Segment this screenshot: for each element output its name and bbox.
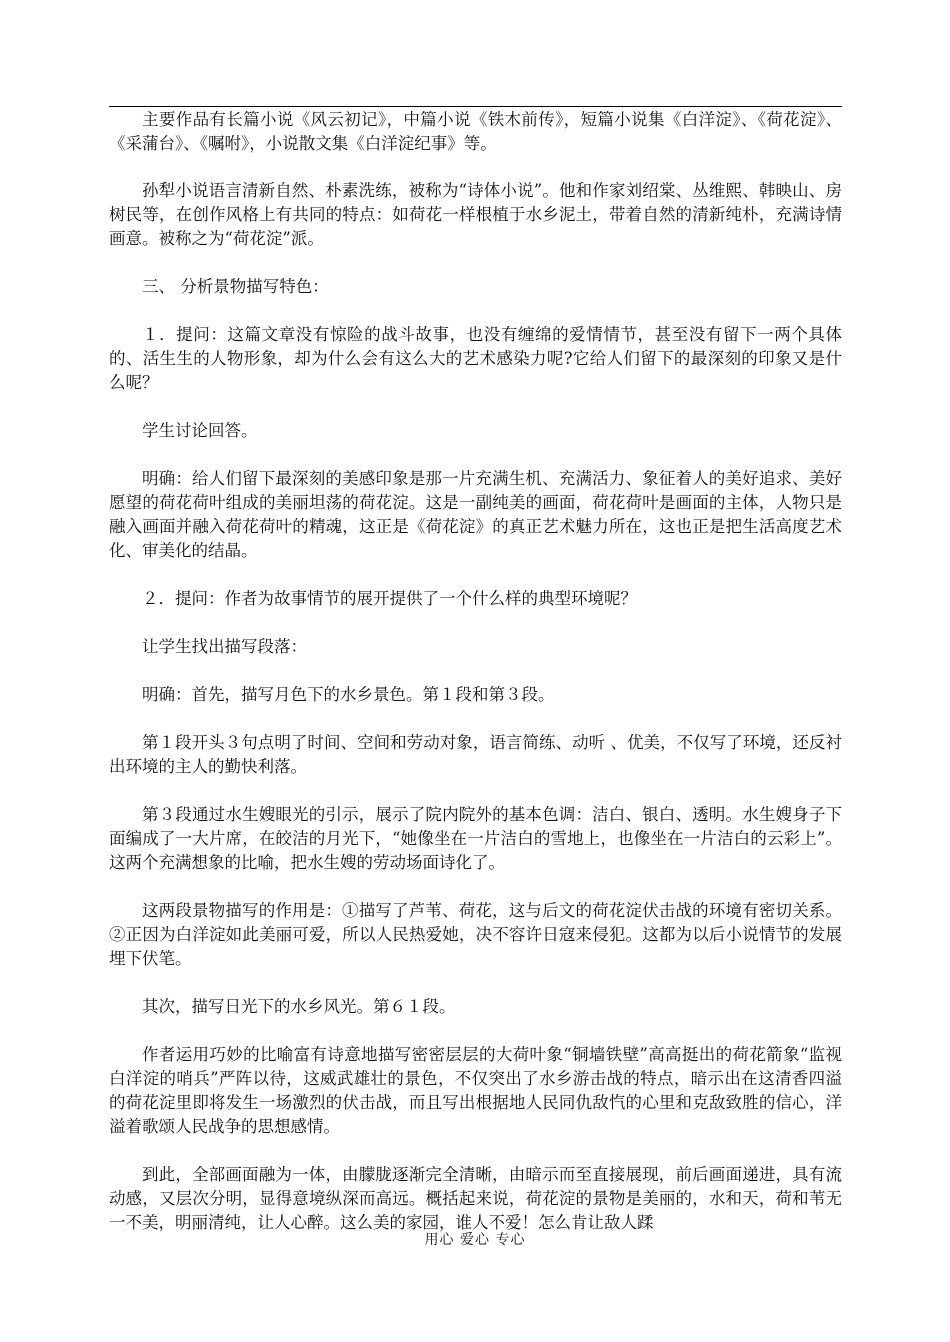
section-heading: 三、 分析景物描写特色： — [142, 277, 329, 296]
page-footer: 用心 爱心 专心 — [424, 1232, 526, 1248]
paragraph-discussion: 学生讨论回答。 — [142, 421, 258, 440]
paragraph-answer-1: 明确：给人们留下最深刻的美感印象是那一片充满生机、充满活力、象征着人的美好追求、美好愿望的荷花荷叶组成的美丽坦荡的荷花淀。这是一副纯美的画面，荷花荷叶是画面的主体，人物只是融入画面并融入荷花荷叶的精魂，这正是《荷花淀》的真正艺术魅力所在，这也正是把生活高度艺术化、审美化的结晶。 — [109, 469, 842, 560]
paragraph-works: 主要作品有长篇小说《风云初记》，中篇小说《铁木前传》，短篇小说集《白洋淀》、《荷花淀》、《采蒲台》、《嘱咐》，小说散文集《白洋淀纪事》等。 — [109, 110, 842, 153]
paragraph-answer-2: 明确：首先，描写月色下的水乡景色。第１段和第３段。 — [142, 685, 555, 704]
paragraph-section-3: 第３段通过水生嫂眼光的引示，展示了院内院外的基本色调：洁白、银白、透明。水生嫂身子下面编成了一大片席，在皎洁的月光下，“她像坐在一片洁白的雪地上，也像坐在一片洁白的云彩上”。这两个充满想象的比喻，把水生嫂的劳动场面诗化了。 — [109, 805, 842, 872]
paragraph-style: 孙犁小说语言清新自然、朴素洗练，被称为“诗体小说”。他和作家刘绍棠、丛维熙、韩映山、房树民等，在创作风格上有共同的特点：如荷花一样根植于水乡泥土，带着自然的清新纯朴，充满诗情画意。被称之为“荷花淀”派。 — [109, 181, 842, 248]
paragraph-question-1: １．提问：这篇文章没有惊险的战斗故事，也没有缠绵的爱情情节，甚至没有留下一两个具体的、活生生的人物形象，却为什么会有这么大的艺术感染力呢?它给人们留下的最深刻的印象又是什么呢？ — [109, 325, 842, 392]
paragraph-section-1: 第１段开头３句点明了时间、空间和劳动对象，语言简练、动听 、优美，不仅写了环境，还反衬出环境的主人的勤快利落。 — [109, 733, 842, 776]
paragraph-question-2: ２．提问：作者为故事情节的展开提供了一个什么样的典型环境呢？ — [142, 589, 637, 608]
paragraph-effect: 这两段景物描写的作用是：①描写了芦苇、荷花，这与后文的荷花淀伏击战的环境有密切关系。②正因为白洋淀如此美丽可爱，所以人民热爱她，决不容许日寇来侵犯。这都为以后小说情节的发展埋下伏笔。 — [109, 901, 842, 968]
paragraph-find-passages: 让学生找出描写段落： — [142, 637, 307, 656]
header-rule — [109, 106, 842, 107]
paragraph-metaphor: 作者运用巧妙的比喻富有诗意地描写密密层层的大荷叶象“铜墙铁壁”高高挺出的荷花箭象“监视白洋淀的哨兵”严阵以待，这威武雄壮的景色，不仅突出了水乡游击战的特点，暗示出在这清香四溢的荷花淀里即将发生一场激烈的伏击战，而且写出根据地人民同仇敌忾的心里和克敌致胜的信心，洋溢着歌颂人民战争的思想感情。 — [109, 1045, 842, 1136]
paragraph-summary: 到此，全部画面融为一体，由朦胧逐渐完全清晰，由暗示而至直接展现，前后画面递进，具有流动感，又层次分明，显得意境纵深而高远。概括起来说，荷花淀的景物是美丽的，水和天，荷和苇无一不美，明丽清纯，让人心醉。这么美的家园，谁人不爱！怎么肯让敌人蹂 — [109, 1165, 842, 1232]
document-body — [109, 108, 842, 1235]
paragraph-daylight: 其次，描写日光下的水乡风光。第６１段。 — [142, 997, 456, 1016]
